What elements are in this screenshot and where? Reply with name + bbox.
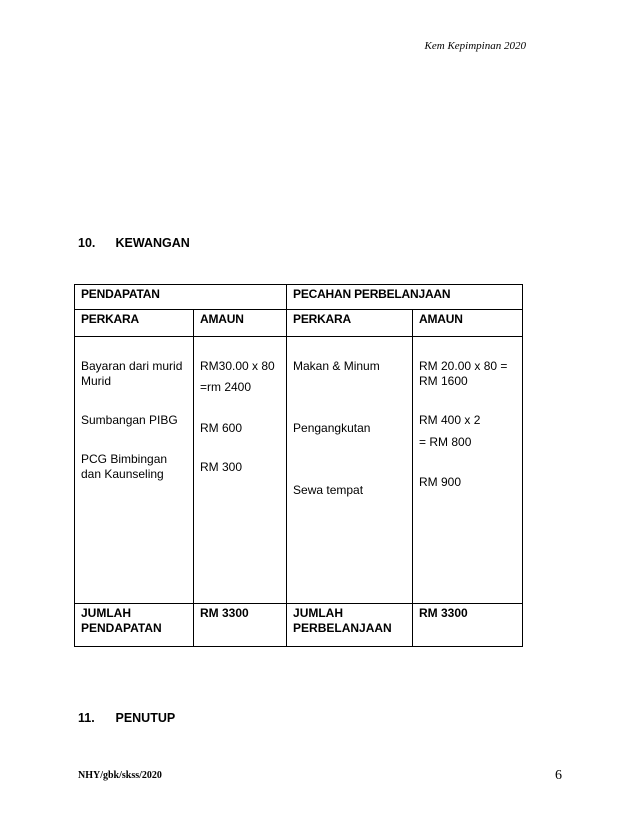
expense-items-cell <box>287 337 413 604</box>
col-header-expense-amount: AMAUN <box>413 310 523 337</box>
page-number: 6 <box>555 768 562 783</box>
section-title: KEWANGAN <box>115 236 190 250</box>
group-header-expense: PECAHAN PERBELANJAAN <box>287 285 523 310</box>
group-header-income: PENDAPATAN <box>75 285 287 310</box>
expense-amount: RM 20.00 x 80 = <box>419 359 508 373</box>
total-income-value: RM 3300 <box>194 604 287 647</box>
section-number: 10. <box>78 236 96 250</box>
expense-amount-result: = RM 800 <box>419 435 472 449</box>
income-items-cell <box>75 337 194 604</box>
income-amount-result: =rm 2400 <box>200 380 252 394</box>
total-expense-label: JUMLAH PERBELANJAAN <box>287 604 413 647</box>
expense-amount: RM 900 <box>419 475 462 489</box>
footer-code: NHY/gbk/skss/2020 <box>78 770 162 781</box>
col-header-income-amount: AMAUN <box>194 310 287 337</box>
section-title: PENUTUP <box>115 711 176 725</box>
income-item-label: PCG Bimbingan dan Kaunseling <box>81 452 168 481</box>
income-amount: RM30.00 x 80 <box>200 359 275 373</box>
income-amount: RM 600 <box>200 421 243 435</box>
expense-amount-result: RM 1600 <box>419 374 468 388</box>
income-item-label: Bayaran dari murid Murid <box>81 359 183 388</box>
finance-table <box>74 284 523 647</box>
expense-amount: RM 400 x 2 <box>419 413 481 427</box>
section-heading-kewangan <box>78 236 190 250</box>
income-amounts-cell <box>194 337 287 604</box>
section-heading-penutup <box>78 711 175 725</box>
income-item-label: Sumbangan PIBG <box>81 413 178 427</box>
total-expense-value: RM 3300 <box>413 604 523 647</box>
col-header-income-item: PERKARA <box>75 310 194 337</box>
section-number: 11. <box>78 711 95 725</box>
expense-amounts-cell <box>413 337 523 604</box>
running-header: Kem Kepimpinan 2020 <box>424 40 526 52</box>
expense-item-label: Makan & Minum <box>293 359 380 373</box>
col-header-expense-item: PERKARA <box>287 310 413 337</box>
expense-item-label: Sewa tempat <box>293 483 364 497</box>
expense-item-label: Pengangkutan <box>293 421 371 435</box>
total-income-label: JUMLAH PENDAPATAN <box>75 604 194 647</box>
income-amount: RM 300 <box>200 460 243 474</box>
